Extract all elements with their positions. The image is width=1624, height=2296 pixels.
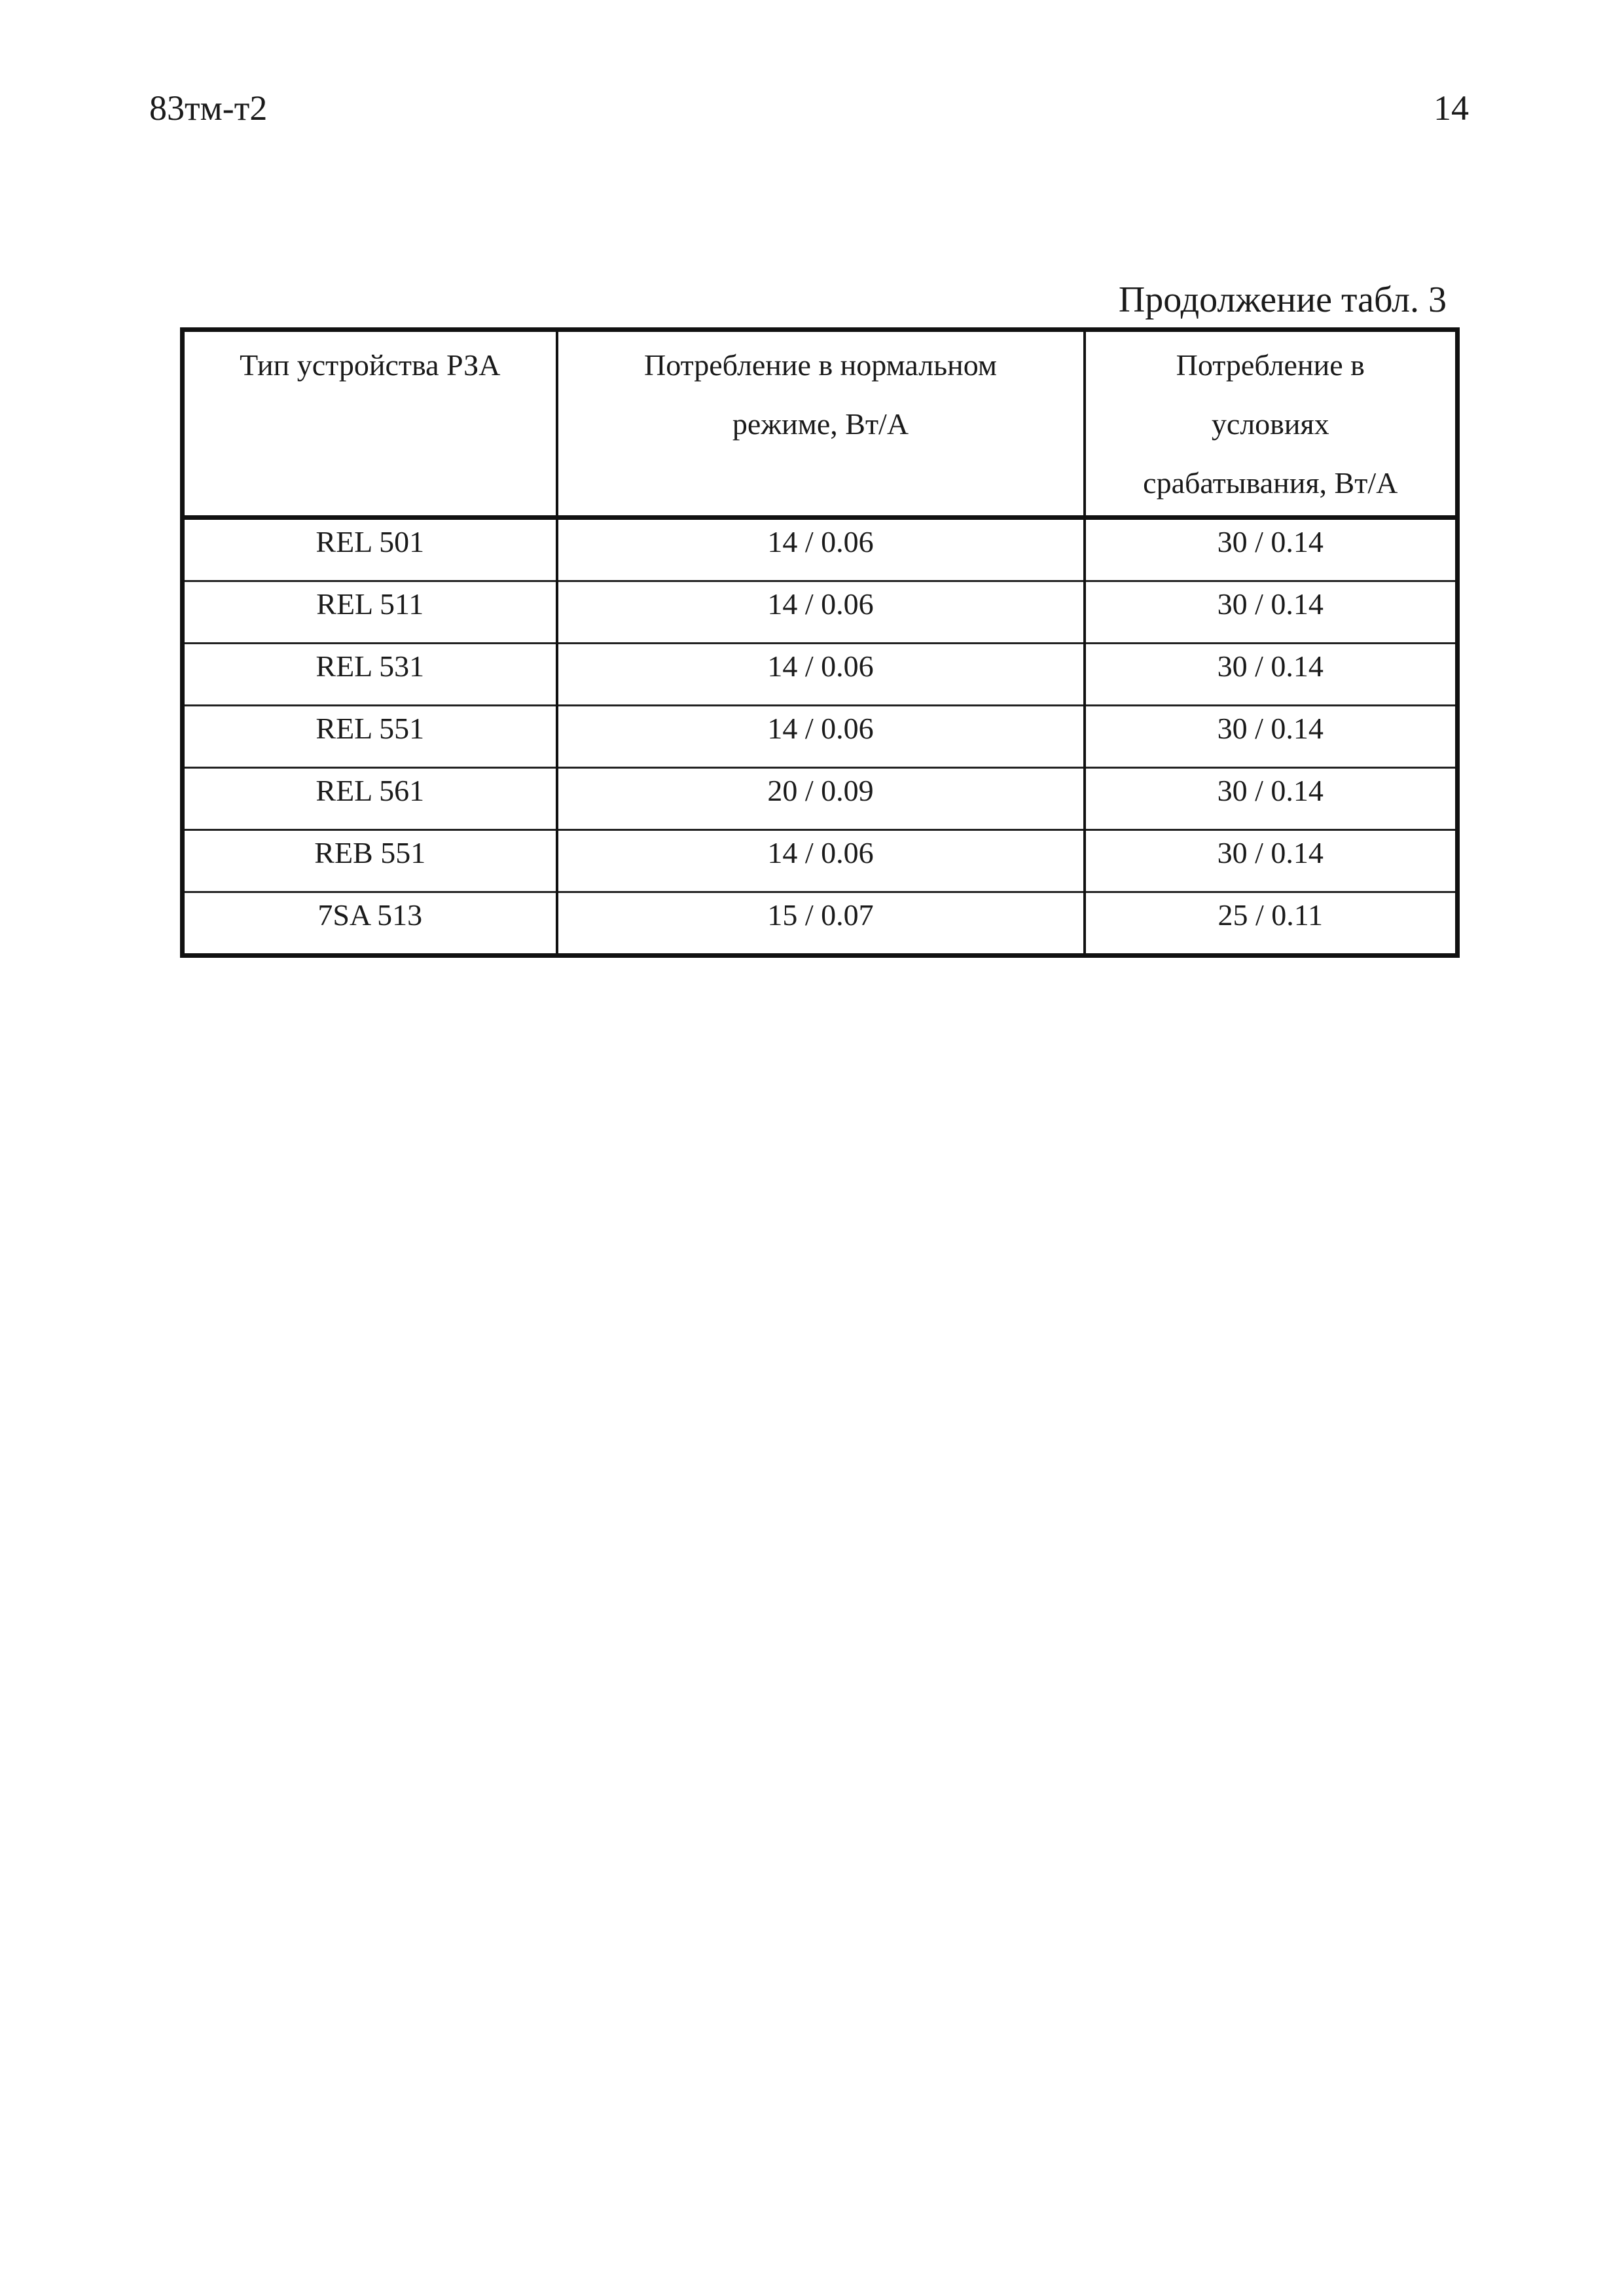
- cell-trip-consumption: 30 / 0.14: [1085, 768, 1458, 830]
- power-consumption-table: [180, 327, 1460, 958]
- cell-normal-consumption: 14 / 0.06: [557, 644, 1085, 706]
- table-header-row: [183, 330, 1458, 518]
- header-line: Тип устройства РЗА: [240, 348, 501, 382]
- cell-device-type: REL 551: [183, 706, 557, 768]
- table-row: [183, 768, 1458, 830]
- document-code: 83тм-т2: [149, 88, 268, 128]
- header-line: Потребление в: [1176, 348, 1365, 382]
- cell-trip-consumption: 30 / 0.14: [1085, 644, 1458, 706]
- table-row: [183, 706, 1458, 768]
- table-row: [183, 892, 1458, 956]
- cell-normal-consumption: 20 / 0.09: [557, 768, 1085, 830]
- cell-normal-consumption: 14 / 0.06: [557, 706, 1085, 768]
- header-line: режиме, Вт/А: [732, 407, 909, 441]
- header-line: срабатывания, Вт/А: [1143, 466, 1398, 500]
- page-number: 14: [1434, 88, 1469, 128]
- table-caption: Продолжение табл. 3: [1118, 280, 1447, 320]
- cell-normal-consumption: 14 / 0.06: [557, 581, 1085, 644]
- header-device-type: [183, 330, 557, 518]
- table-row: [183, 518, 1458, 581]
- cell-normal-consumption: 14 / 0.06: [557, 830, 1085, 892]
- cell-trip-consumption: 25 / 0.11: [1085, 892, 1458, 956]
- cell-device-type: REL 531: [183, 644, 557, 706]
- cell-trip-consumption: 30 / 0.14: [1085, 706, 1458, 768]
- cell-normal-consumption: 14 / 0.06: [557, 518, 1085, 581]
- header-normal-consumption: [557, 330, 1085, 518]
- header-line: условиях: [1211, 407, 1329, 441]
- cell-normal-consumption: 15 / 0.07: [557, 892, 1085, 956]
- table-row: [183, 830, 1458, 892]
- cell-trip-consumption: 30 / 0.14: [1085, 581, 1458, 644]
- cell-device-type: REL 511: [183, 581, 557, 644]
- cell-trip-consumption: 30 / 0.14: [1085, 830, 1458, 892]
- cell-device-type: REL 561: [183, 768, 557, 830]
- table-row: [183, 644, 1458, 706]
- header-line: Потребление в нормальном: [643, 348, 998, 382]
- table-row: [183, 581, 1458, 644]
- cell-device-type: 7SA 513: [183, 892, 557, 956]
- header-trip-consumption: [1085, 330, 1458, 518]
- cell-device-type: REL 501: [183, 518, 557, 581]
- cell-device-type: REB 551: [183, 830, 557, 892]
- cell-trip-consumption: 30 / 0.14: [1085, 518, 1458, 581]
